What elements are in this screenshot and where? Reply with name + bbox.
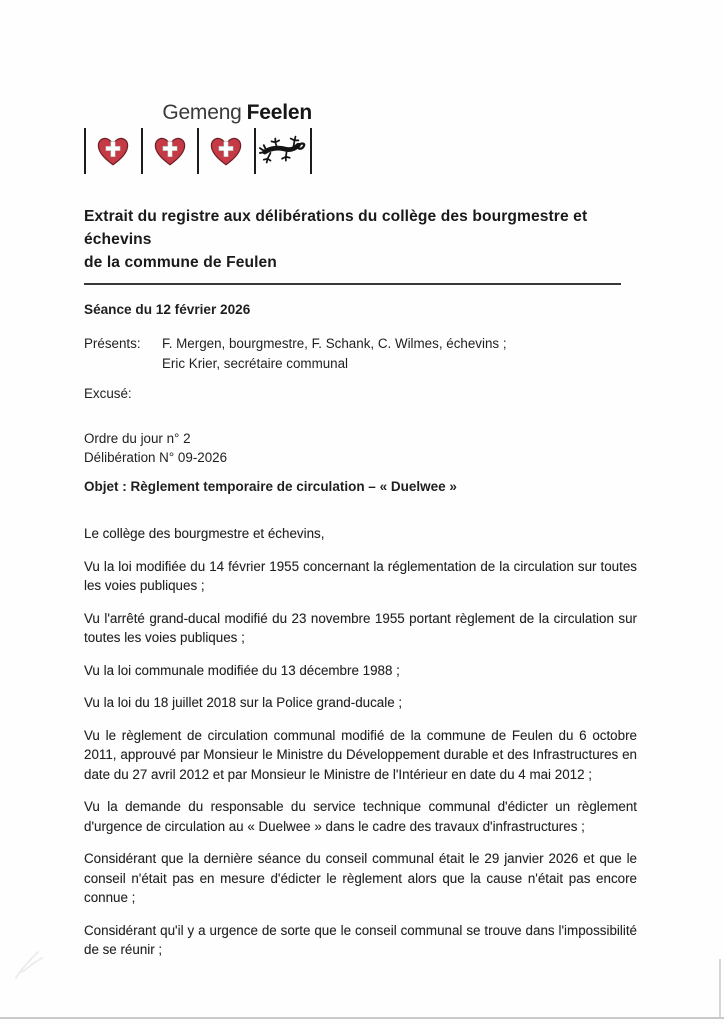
paragraph: Vu la loi communale modifiée du 13 décembre 1988 ; [84,662,400,678]
commune-logo [84,101,312,174]
presents-line1: F. Mergen, bourgmestre, F. Schank, C. Wilmes, échevins ; [162,336,507,351]
scan-edge-right [719,959,721,1017]
heart-icon [199,128,254,174]
attendance-block [84,334,637,373]
agenda-deliberation-line: Délibération N° 09-2026 [84,450,228,465]
heart-icon [143,128,198,174]
pencil-smudge [12,938,52,988]
presents-line2: Eric Krier, secrétaire communal [162,355,349,371]
paragraph: Considérant qu'il y a urgence de sorte que le conseil communal se trouve dans l'impossibilité de se réunir ; [84,922,637,957]
heart-icon [86,128,141,174]
presents-names [162,334,507,373]
page-title-line1: Extrait du registre aux délibérations du collège des bourgmestre et échevins [84,208,588,248]
excused-label: Excusé: [84,386,132,401]
presents-label: Présents: [84,336,141,351]
lizard-icon [256,128,311,174]
logo-brand-regular: Gemeng [162,101,242,124]
subject-line: Objet : Règlement temporaire de circulation – « Duelwee » [84,479,457,494]
paragraph: Vu la demande du responsable du service technique communal d'édicter un règlement d'urgence de circulation au « Duelwee » dans le cadre des travaux d'infrastructures ; [84,799,637,834]
agenda-block [84,429,637,467]
divider [310,128,312,174]
paragraph: Considérant que la dernière séance du conseil communal était le 29 janvier 2026 et que le conseil n'était pas en mesure d'édicter le règlement alors que la cause n'était pas encore connue ; [84,851,637,905]
document-content [84,0,637,973]
logo-brand-text [84,101,312,125]
scan-edge-bottom [0,1017,724,1019]
page-title-line2: de la commune de Feulen [84,254,277,271]
paragraph: Le collège des bourgmestre et échevins, [84,526,325,541]
session-heading: Séance du 12 février 2026 [84,302,251,317]
paragraph: Vu le règlement de circulation communal modifié de la commune de Feulen du 6 octobre 2011, approuvé par Monsieur le Ministre du Développement durable et des Infrastructures en date du 27 avril 2012 et par Monsieur le Ministre de l'Intérieur en date du 4 mai 2012 ; [84,727,637,782]
coat-of-arms-strip [84,128,312,174]
body-text [84,524,637,960]
agenda-order-line: Ordre du jour n° 2 [84,431,191,446]
logo-brand-bold: Feelen [246,101,312,124]
paragraph: Vu l'arrêté grand-ducal modifié du 23 novembre 1955 portant règlement de la circulation sur toutes les voies publiques ; [84,610,637,645]
paragraph: Vu la loi du 18 juillet 2018 sur la Police grand-ducale ; [84,695,403,710]
title-underline [84,283,621,285]
page-title [84,205,637,274]
paragraph: Vu la loi modifiée du 14 février 1955 concernant la réglementation de la circulation sur toutes les voies publiques ; [84,558,637,593]
